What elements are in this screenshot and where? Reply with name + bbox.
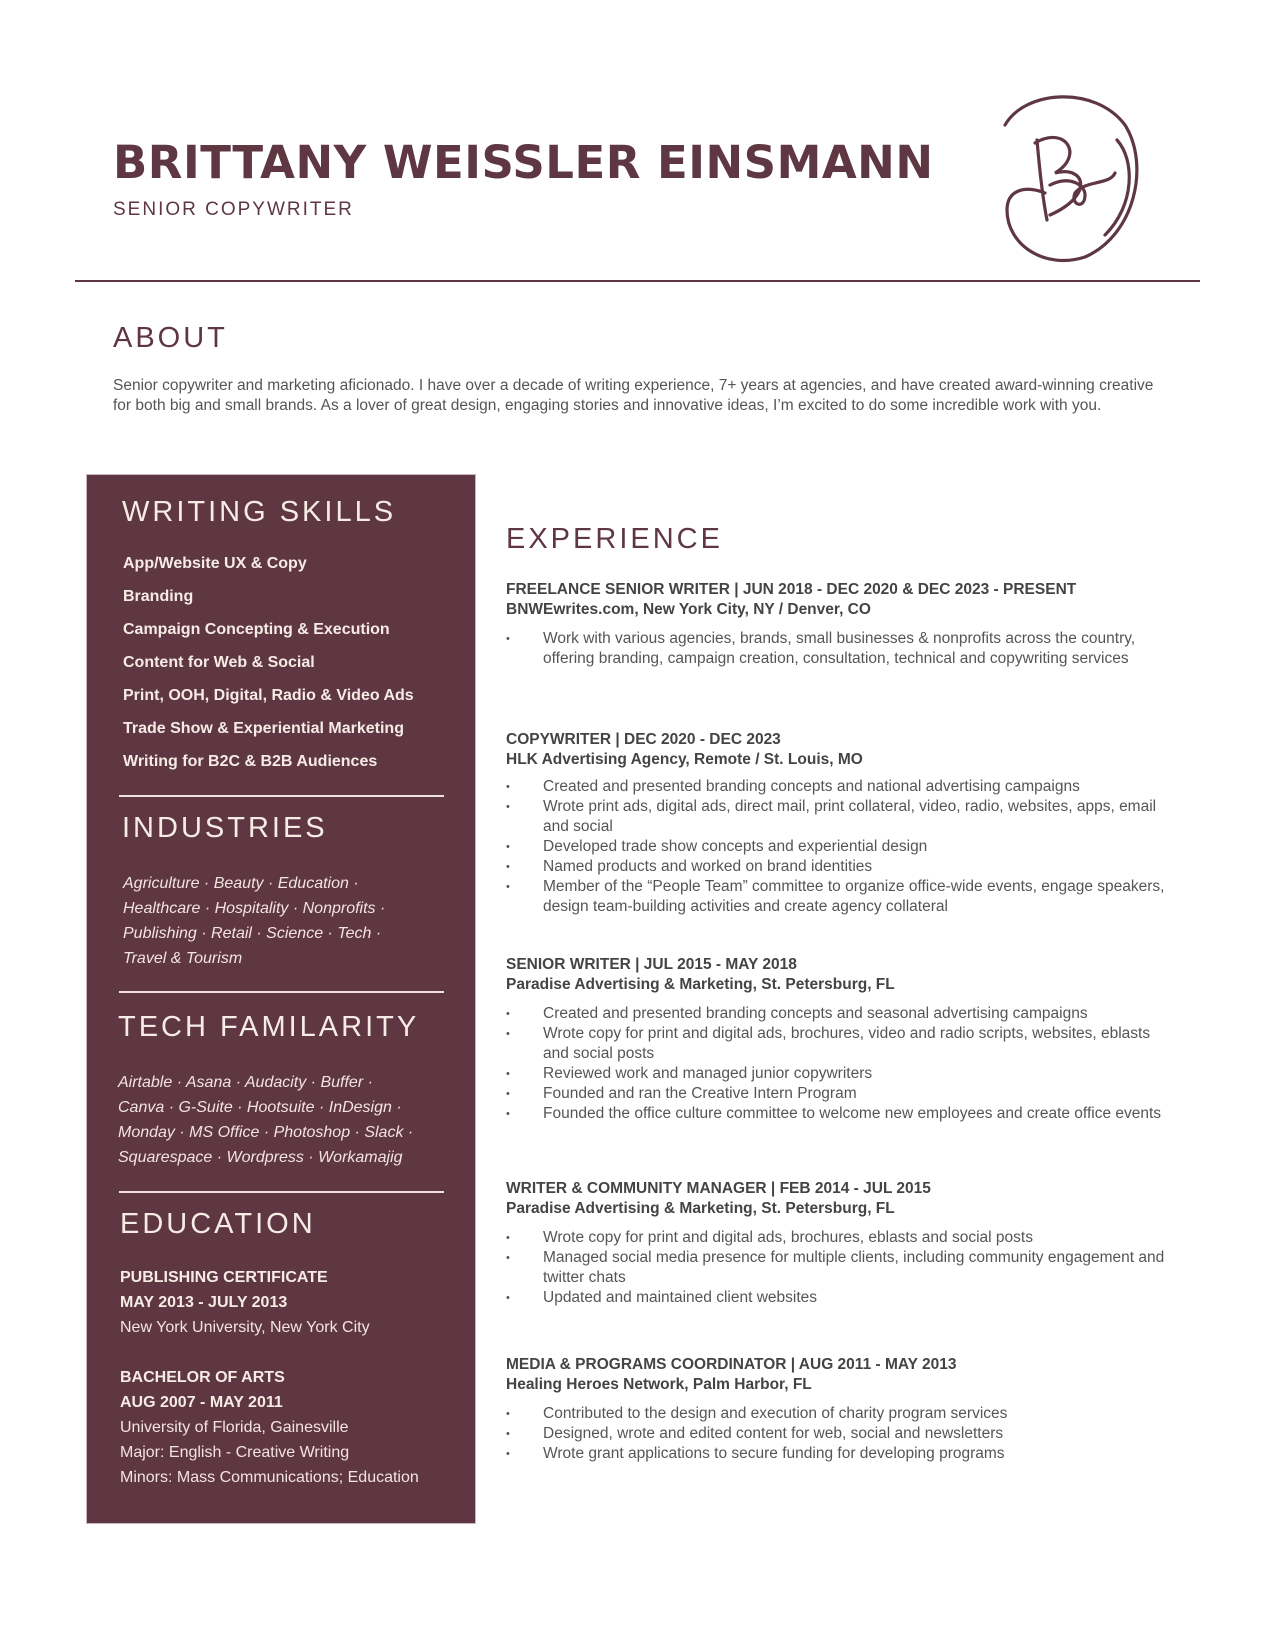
job-bullet: • Founded and ran the Creative Intern Program — [506, 1084, 1166, 1104]
job-title: FREELANCE SENIOR WRITER | JUN 2018 - DEC 2020 & DEC 2023 - PRESENT — [506, 581, 1077, 598]
tech-line: Monday · MS Office · Photoshop · Slack · — [118, 1124, 414, 1141]
tech-list — [118, 1070, 448, 1170]
tech-line: Squarespace · Wordpress · Workamajig — [118, 1149, 403, 1166]
education-degree: BACHELOR OF ARTS — [120, 1369, 285, 1386]
industries-line: Publishing · Retail · Science · Tech · — [123, 925, 382, 942]
tech-familarity-heading: TECH FAMILARITY — [118, 1011, 420, 1043]
skill-item: Branding — [123, 588, 194, 605]
job-bullet: • Reviewed work and managed junior copywriters — [506, 1064, 1166, 1084]
job-bullet: • Developed trade show concepts and experiential design — [506, 837, 1166, 857]
education-entry — [120, 1365, 419, 1490]
sidebar-divider — [119, 991, 444, 993]
job-bullet: • Created and presented branding concepts and seasonal advertising campaigns — [506, 1004, 1166, 1024]
candidate-name: BRITTANY WEISSLER EINSMANN — [113, 136, 934, 189]
job-bullet: • Founded the office culture committee to welcome new employees and create office events — [506, 1104, 1166, 1124]
tech-line: Canva · G-Suite · Hootsuite · InDesign · — [118, 1099, 402, 1116]
tech-line: Airtable · Asana · Audacity · Buffer · — [118, 1074, 373, 1091]
job-entry — [506, 730, 1166, 917]
job-title: SENIOR WRITER | JUL 2015 - MAY 2018 — [506, 956, 797, 973]
education-degree: PUBLISHING CERTIFICATE — [120, 1269, 328, 1286]
skill-item: Print, OOH, Digital, Radio & Video Ads — [123, 687, 414, 704]
job-bullet: • Work with various agencies, brands, small businesses & nonprofits across the country, offering branding, campaign creation, consultation, technical and copywriting services — [506, 629, 1166, 669]
job-bullets — [506, 1004, 1166, 1124]
candidate-title: SENIOR COPYWRITER — [113, 199, 354, 220]
job-title: MEDIA & PROGRAMS COORDINATOR | AUG 2011 - MAY 2013 — [506, 1356, 957, 1373]
job-bullet: • Wrote copy for print and digital ads, brochures, video and radio scripts, websites, eblasts and social posts — [506, 1024, 1166, 1064]
skill-item: App/Website UX & Copy — [123, 555, 307, 572]
sidebar-divider — [119, 1191, 444, 1193]
job-entry — [506, 955, 1166, 1124]
job-bullet: • Contributed to the design and execution of charity program services — [506, 1404, 1166, 1424]
job-bullet: • Updated and maintained client websites — [506, 1288, 1166, 1308]
writing-skills-heading: WRITING SKILLS — [122, 496, 397, 528]
job-bullets — [506, 629, 1166, 669]
writing-skills-list — [123, 554, 414, 785]
job-bullets — [506, 1228, 1166, 1308]
about-text: Senior copywriter and marketing aficionado. I have over a decade of writing experience, 7+ years at agencies, and have created award-winning creative for both big and small brands. As a lover of great design, engaging stories and innovative ideas, I’m excited to do some incredible work with you. — [113, 377, 1154, 414]
job-bullet: • Managed social media presence for multiple clients, including community engagement and twitter chats — [506, 1248, 1166, 1288]
education-major: Major: English - Creative Writing — [120, 1444, 350, 1461]
job-title: COPYWRITER | DEC 2020 - DEC 2023 — [506, 731, 781, 748]
education-dates: AUG 2007 - MAY 2011 — [120, 1394, 283, 1411]
education-entry — [120, 1265, 370, 1340]
job-bullet: • Wrote copy for print and digital ads, brochures, eblasts and social posts — [506, 1228, 1166, 1248]
job-title: WRITER & COMMUNITY MANAGER | FEB 2014 - JUL 2015 — [506, 1180, 931, 1197]
skill-item: Campaign Concepting & Execution — [123, 621, 390, 638]
industries-line: Healthcare · Hospitality · Nonprofits · — [123, 900, 386, 917]
education-school: University of Florida, Gainesville — [120, 1419, 349, 1436]
skill-item: Writing for B2C & B2B Audiences — [123, 753, 378, 770]
job-bullet: • Created and presented branding concepts and national advertising campaigns — [506, 777, 1166, 797]
job-company: Healing Heroes Network, Palm Harbor, FL — [506, 1376, 812, 1393]
skill-item: Trade Show & Experiential Marketing — [123, 720, 404, 737]
job-company: HLK Advertising Agency, Remote / St. Louis, MO — [506, 751, 863, 768]
job-company: Paradise Advertising & Marketing, St. Petersburg, FL — [506, 976, 895, 993]
job-entry — [506, 1179, 1166, 1308]
job-bullet: • Wrote print ads, digital ads, direct mail, print collateral, video, radio, websites, apps, email and social — [506, 797, 1166, 837]
education-minors: Minors: Mass Communications; Education — [120, 1469, 419, 1486]
job-entry — [506, 580, 1166, 669]
sidebar-divider — [119, 795, 444, 797]
experience-heading: EXPERIENCE — [506, 523, 723, 555]
job-bullets — [506, 1404, 1166, 1464]
resume-header — [113, 136, 934, 221]
education-heading: EDUCATION — [120, 1208, 316, 1240]
education-school: New York University, New York City — [120, 1319, 370, 1336]
job-company: Paradise Advertising & Marketing, St. Petersburg, FL — [506, 1200, 895, 1217]
job-company: BNWEwrites.com, New York City, NY / Denver, CO — [506, 601, 871, 618]
monogram-logo-icon — [985, 85, 1150, 265]
industries-line: Travel & Tourism — [123, 950, 243, 967]
industries-line: Agriculture · Beauty · Education · — [123, 875, 359, 892]
job-bullets — [506, 777, 1166, 917]
job-entry — [506, 1355, 1166, 1464]
sidebar-panel — [86, 474, 476, 1524]
skill-item: Content for Web & Social — [123, 654, 315, 671]
job-bullet: • Wrote grant applications to secure funding for developing programs — [506, 1444, 1166, 1464]
industries-list — [123, 871, 433, 971]
job-bullet: • Member of the “People Team” committee to organize office-wide events, engage speakers, design team-building activities and create agency collateral — [506, 877, 1166, 917]
about-heading: ABOUT — [113, 322, 228, 354]
job-bullet: • Designed, wrote and edited content for web, social and newsletters — [506, 1424, 1166, 1444]
job-bullet: • Named products and worked on brand identities — [506, 857, 1166, 877]
header-divider — [75, 280, 1200, 282]
education-dates: MAY 2013 - JULY 2013 — [120, 1294, 288, 1311]
industries-heading: INDUSTRIES — [122, 812, 328, 844]
